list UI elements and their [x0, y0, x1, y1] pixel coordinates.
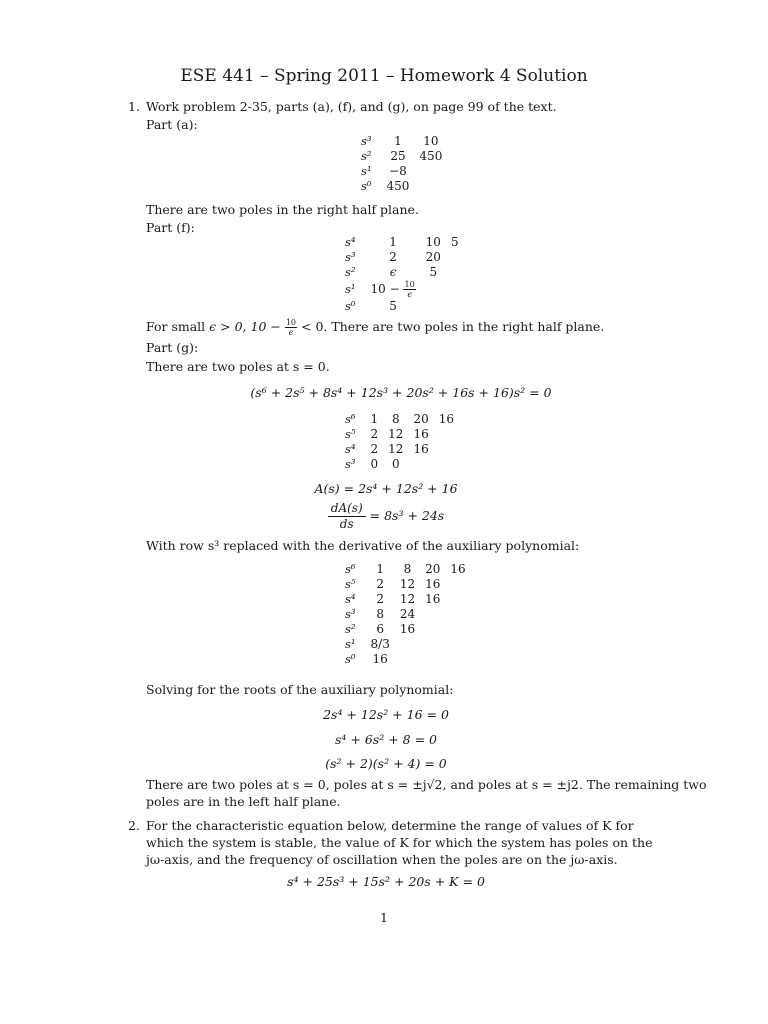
routh-table-f-row — [340, 280, 464, 299]
routh-cell: 16 — [425, 577, 441, 591]
routh-cell: 0 — [370, 457, 379, 471]
routh-cell: 2 — [370, 427, 379, 441]
routh-cell — [445, 622, 470, 637]
part-g-label: Part (g): — [146, 340, 199, 355]
routh-cell: 5 — [450, 235, 459, 249]
routh-cell: 8/3 — [370, 637, 390, 651]
fraction-numerator: 10 — [404, 280, 415, 289]
routh-cell: 20 — [425, 250, 441, 264]
roots-equation-2: s⁴ + 6s² + 8 = 0 — [335, 732, 437, 747]
routh-table-f-row — [340, 265, 464, 280]
routh-cell: 5 — [429, 265, 438, 279]
routh-cell — [445, 607, 470, 622]
routh-cell — [445, 652, 470, 667]
routh-table-g2-row — [340, 622, 471, 637]
routh-cell: 12 — [399, 577, 416, 591]
part-g-equation: (s⁶ + 2s⁵ + 8s⁴ + 12s³ + 20s² + 16s + 16)s² = 0 — [250, 385, 552, 400]
part-f-note-prefix: For small — [146, 319, 206, 334]
routh-table-part-f — [340, 235, 464, 314]
routh-cell: 10 — [423, 134, 439, 148]
replace-row-text: With row s³ replaced with the derivative of the auxiliary polynomial: — [146, 538, 580, 553]
problem-2-text: For the characteristic equation below, determine the range of values of K for which the system is stable, the value of K for which the system has poles on the jω-axis, and the frequency of oscillation when the poles are on the jω-axis. — [146, 818, 653, 867]
page-number: 1 — [380, 910, 388, 925]
part-f-label: Part (f): — [146, 220, 195, 235]
auxiliary-polynomial: A(s) = 2s⁴ + 12s² + 16 — [314, 481, 458, 496]
routh-cell: 12 — [388, 427, 404, 441]
part-a-conclusion: There are two poles in the right half plane. — [146, 202, 419, 217]
routh-table-a-row — [356, 179, 447, 194]
poles-conclusion-line-1: There are two poles at s = 0, poles at s = ±j√2, and poles at s = ±j2. The remaining two — [146, 777, 707, 792]
routh-table-g2-row — [340, 592, 471, 607]
fraction-10-over-epsilon — [403, 280, 415, 299]
part-a-label: Part (a): — [146, 117, 198, 132]
routh-cell — [420, 622, 445, 637]
derivative-denominator: ds — [339, 517, 354, 531]
routh-cell: 1 — [370, 412, 379, 426]
routh-cell — [395, 652, 420, 667]
routh-table-part-a — [356, 134, 447, 194]
routh-cell: 24 — [399, 607, 416, 621]
routh-cell: 16 — [399, 622, 416, 636]
routh-power-label: s³ — [345, 250, 356, 264]
fraction-denominator: ϵ — [288, 328, 294, 337]
routh-cell: 8 — [376, 607, 384, 621]
routh-table-g2-row — [340, 652, 471, 667]
routh-power-label: s⁰ — [345, 652, 356, 666]
routh-cell: 1 — [389, 235, 397, 249]
routh-table-g2-row — [340, 607, 471, 622]
routh-table-g1-row — [340, 412, 459, 427]
routh-table-g2-row — [340, 577, 471, 592]
routh-power-label: s⁴ — [345, 235, 356, 249]
routh-cell: 0 — [391, 457, 400, 471]
routh-power-label: s³ — [345, 457, 356, 471]
routh-cell: 16 — [413, 442, 429, 456]
routh-cell: 1 — [394, 134, 402, 148]
routh-power-label: s² — [345, 265, 356, 279]
routh-table-g1-row — [340, 442, 459, 457]
routh-table-a-row — [356, 164, 447, 179]
routh-cell: 8 — [403, 562, 412, 576]
routh-cell: 2 — [376, 577, 384, 591]
routh-cell — [446, 299, 464, 314]
routh-power-label: s¹ — [345, 282, 356, 296]
solving-text: Solving for the roots of the auxiliary polynomial: — [146, 682, 454, 697]
part-f-note-cond1: ϵ > 0, 10 − — [209, 319, 281, 334]
routh-cell: 16 — [438, 412, 454, 426]
routh-cell — [421, 299, 446, 314]
problem-2-equation: s⁴ + 25s³ + 15s² + 20s + K = 0 — [287, 874, 485, 889]
routh-cell: 20 — [425, 562, 441, 576]
routh-power-label: s⁶ — [345, 412, 356, 426]
problem-2-number: 2. — [128, 818, 140, 833]
fraction-denominator: ϵ — [407, 290, 412, 299]
routh-cell — [434, 427, 459, 442]
routh-table-f-row — [340, 299, 464, 314]
roots-equation-3: (s² + 2)(s² + 4) = 0 — [325, 756, 447, 771]
routh-table-part-g-complete — [340, 562, 471, 667]
derivative-numerator: dA(s) — [328, 501, 366, 517]
routh-cell: −8 — [389, 164, 407, 178]
routh-cell: 20 — [413, 412, 429, 426]
routh-power-label: s⁴ — [345, 442, 356, 456]
part-f-note-cond2: < 0. — [301, 319, 328, 334]
routh-power-label: s³ — [345, 607, 356, 621]
part-f-note — [146, 318, 604, 337]
derivative-fraction — [328, 501, 366, 532]
routh-power-label: s⁶ — [345, 562, 356, 576]
routh-table-g2-row — [340, 637, 471, 652]
poles-conclusion-line-2: poles are in the left half plane. — [146, 794, 341, 809]
routh-table-a-row — [356, 134, 447, 149]
routh-cell: 10 — [425, 235, 441, 249]
routh-power-label: s¹ — [361, 164, 372, 178]
routh-cell: 10 − $\frac{10}{\epsilon}$ — [370, 280, 415, 299]
routh-cell — [395, 637, 420, 652]
routh-cell — [414, 179, 447, 194]
routh-cell — [446, 250, 464, 265]
routh-power-label: s² — [345, 622, 356, 636]
routh-cell: 16 — [425, 592, 441, 606]
routh-cell: 6 — [376, 622, 384, 636]
routh-table-f-row — [340, 250, 464, 265]
routh-power-label: s⁵ — [345, 427, 356, 441]
routh-cell — [421, 280, 446, 299]
routh-cell — [446, 265, 464, 280]
routh-cell: 2 — [389, 250, 397, 264]
routh-cell — [434, 442, 459, 457]
document-title: ESE 441 – Spring 2011 – Homework 4 Solution — [180, 66, 588, 86]
routh-power-label: s³ — [361, 134, 372, 148]
routh-cell: 16 — [413, 427, 429, 441]
routh-cell — [420, 607, 445, 622]
routh-table-f-row — [340, 235, 464, 250]
routh-cell — [445, 592, 470, 607]
routh-cell — [446, 280, 464, 299]
routh-table-part-g-initial — [340, 412, 459, 472]
auxiliary-derivative — [146, 501, 626, 532]
routh-cell: 2 — [376, 592, 384, 606]
routh-table-a-row — [356, 149, 447, 164]
routh-cell — [414, 164, 447, 179]
routh-power-label: s⁵ — [345, 577, 356, 591]
routh-cell: 8 — [391, 412, 400, 426]
routh-cell: 12 — [399, 592, 416, 606]
routh-cell: 450 — [386, 179, 410, 193]
routh-cell — [408, 457, 433, 472]
routh-table-g2-row — [340, 562, 471, 577]
routh-table-g1-row — [340, 427, 459, 442]
routh-cell: 5 — [389, 299, 397, 313]
problem-1-intro: Work problem 2-35, parts (a), (f), and (g), on page 99 of the text. — [146, 99, 557, 114]
routh-cell: 25 — [390, 149, 406, 163]
routh-power-label: s² — [361, 149, 372, 163]
routh-table-g1-row — [340, 457, 459, 472]
routh-power-label: s¹ — [345, 637, 356, 651]
routh-cell: 16 — [372, 652, 388, 666]
routh-power-label: s⁰ — [345, 299, 356, 313]
routh-cell: 450 — [419, 149, 443, 163]
part-f-note-suffix: There are two poles in the right half plane. — [331, 319, 605, 334]
routh-cell — [434, 457, 459, 472]
routh-cell: 1 — [376, 562, 384, 576]
routh-cell — [445, 577, 470, 592]
routh-power-label: s⁰ — [361, 179, 372, 193]
part-g-intro: There are two poles at s = 0. — [146, 359, 330, 374]
fraction-numerator: 10 — [285, 318, 297, 327]
routh-cell: ϵ — [389, 265, 397, 279]
routh-cell: 12 — [388, 442, 404, 456]
routh-cell: 2 — [370, 442, 379, 456]
problem-1-number: 1. — [128, 99, 140, 114]
routh-cell — [420, 652, 445, 667]
fraction-10-over-epsilon — [285, 318, 297, 337]
roots-equation-1: 2s⁴ + 12s² + 16 = 0 — [323, 707, 449, 722]
routh-cell: 16 — [450, 562, 466, 576]
routh-cell — [445, 637, 470, 652]
routh-cell — [420, 637, 445, 652]
routh-power-label: s⁴ — [345, 592, 356, 606]
derivative-rhs: = 8s³ + 24s — [369, 508, 445, 523]
